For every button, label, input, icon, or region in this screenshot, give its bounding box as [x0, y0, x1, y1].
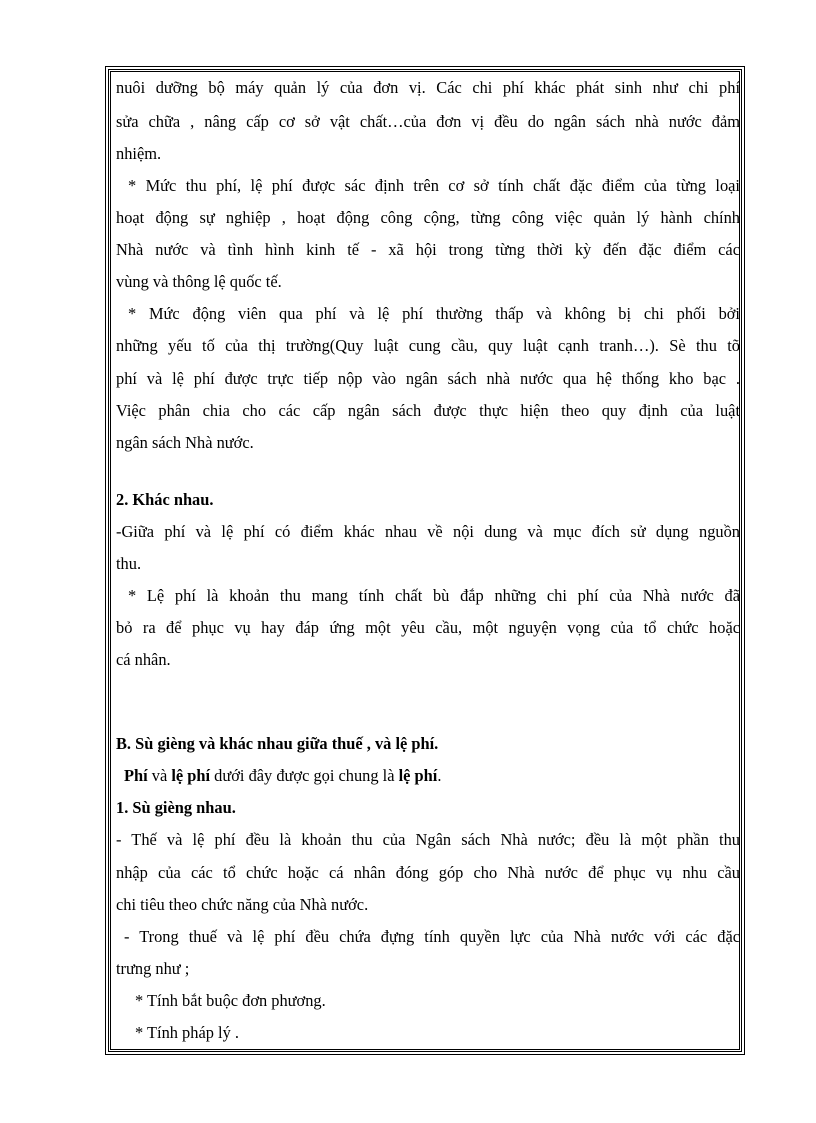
note-bold-term: Phí: [124, 766, 148, 785]
note-text: dưới đây được gọi chung là: [210, 766, 399, 785]
text-line: cá nhân.: [116, 650, 171, 669]
text-line: vùng và thông lệ quốc tế.: [116, 272, 282, 291]
text-line: ngân sách Nhà nước.: [116, 433, 254, 452]
text-line: nuôi dưỡng bộ máy quản lý của đơn vị. Các chi phí khác phát sinh như chi phí: [116, 78, 740, 97]
text-line: nhiệm.: [116, 144, 162, 163]
text-line: * Tính bắt buộc đơn phương.: [135, 991, 326, 1010]
text-line: sửa chữa , nâng cấp cơ sở vật chất…của đơn vị đều do ngân sách nhà nước đảm: [116, 112, 740, 131]
text-line: * Mức động viên qua phí và lệ phí thường thấp và không bị chi phối bởi: [128, 304, 740, 323]
text-line: nhập của các tổ chức hoặc cá nhân đóng góp cho Nhà nước để phục vụ nhu cầu: [116, 863, 740, 882]
text-line: - Trong thuế và lệ phí đều chứa đựng tính quyền lực của Nhà nước với các đặc: [124, 927, 740, 946]
text-line: những yếu tố của thị trường(Quy luật cung cầu, quy luật cạnh tranh…). Sè thu tõ: [116, 336, 740, 355]
note-bold-term: lệ phí: [398, 766, 438, 785]
note-bold-term: lệ phí: [171, 766, 211, 785]
note-line: [116, 766, 740, 786]
text-line: hoạt động sự nghiệp , hoạt động công cộng, từng công việc quản lý hành chính: [116, 208, 740, 227]
text-line: phí và lệ phí được trực tiếp nộp vào ngân sách nhà nước qua hệ thống kho bạc .: [116, 369, 740, 388]
text-line: * Mức thu phí, lệ phí được sác định trên cơ sở tính chất đặc điểm của từng loại: [128, 176, 740, 195]
text-line: chi tiêu theo chức năng của Nhà nước.: [116, 895, 369, 914]
sub-heading: 1. Sù gièng nhau.: [116, 798, 236, 817]
section-heading: B. Sù gièng và khác nhau giữa thuế , và lệ phí.: [116, 734, 439, 753]
text-line: thu.: [116, 554, 142, 573]
text-line: bỏ ra để phục vụ hay đáp ứng một yêu cầu, một nguyện vọng của tổ chức hoặc: [116, 618, 740, 637]
text-line: -Giữa phí và lệ phí có điểm khác nhau về nội dung và mục đích sử dụng nguồn: [116, 522, 740, 541]
text-line: * Tính pháp lý .: [135, 1023, 239, 1042]
text-line: - Thế và lệ phí đều là khoản thu của Ngân sách Nhà nước; đều là một phần thu: [116, 830, 740, 849]
text-line: * Lệ phí là khoản thu mang tính chất bù đắp những chi phí của Nhà nước đã: [128, 586, 740, 605]
text-line: trưng như ;: [116, 959, 190, 978]
text-line: Nhà nước và tình hình kinh tế - xã hội trong từng thời kỳ đến đặc điểm các: [116, 240, 740, 259]
note-text: .: [437, 766, 442, 785]
text-line: Việc phân chia cho các cấp ngân sách được thực hiện theo quy định của luật: [116, 401, 740, 420]
note-text: và: [147, 766, 172, 785]
section-heading: 2. Khác nhau.: [116, 490, 214, 509]
